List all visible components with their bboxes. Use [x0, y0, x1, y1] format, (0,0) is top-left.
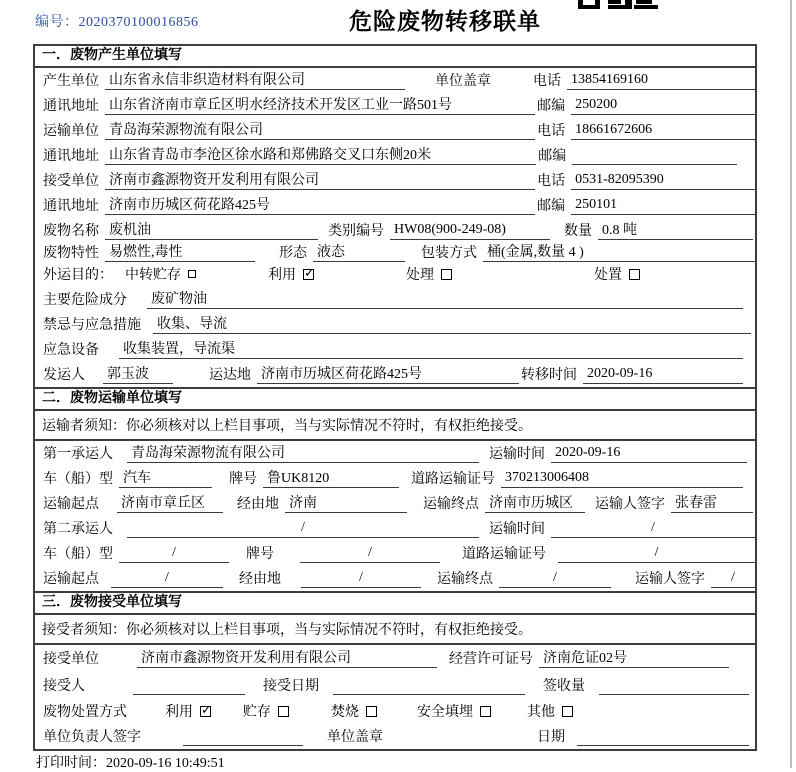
plate-number-label: 牌号	[229, 472, 257, 487]
checkbox-utilize	[303, 269, 314, 280]
license-value: 济南危证02号	[539, 647, 729, 668]
purpose-option-transit	[125, 264, 196, 284]
receiver-notice-label: 接受者须知：	[42, 623, 126, 638]
road-permit-2-label: 道路运输证号	[462, 547, 546, 562]
receive-address-label: 通讯地址	[43, 199, 99, 214]
disposal-option-other	[527, 701, 573, 721]
dispatcher-value: 郭玉波	[103, 363, 173, 384]
transport-time-2-value: /	[551, 520, 755, 538]
form-number-label: 编号：	[35, 15, 79, 30]
page-edge-divider	[790, 0, 792, 768]
destination-label: 运达地	[209, 368, 251, 383]
destination-value: 济南市历城区荷花路425号	[257, 363, 519, 384]
route-via-2-value: /	[301, 570, 421, 588]
transfer-time-label: 转移时间	[521, 368, 577, 383]
quantity-value: 0.8 吨	[598, 219, 753, 240]
purpose-option-label: 利用	[268, 268, 296, 283]
transfer-purpose-label: 外运目的：	[43, 268, 113, 283]
purpose-option-dispose	[594, 264, 640, 284]
producer-zip-value: 250200	[571, 97, 755, 115]
row-transfer-purpose	[35, 265, 755, 287]
purpose-option-treat	[406, 264, 452, 284]
row-vehicle-type-2	[35, 541, 755, 566]
transporter-sign-2-value: /	[711, 570, 755, 588]
checkbox-disposal-store	[278, 706, 289, 717]
purpose-option-label: 处置	[594, 268, 622, 283]
row-hazard-component	[35, 287, 755, 312]
transport-phone-label: 电话	[537, 124, 566, 139]
row-transport-address	[35, 143, 755, 168]
transport-phone-value: 18661672606	[571, 122, 755, 140]
route-end-2-value: /	[499, 570, 611, 588]
print-time-label: 打印时间：	[36, 756, 106, 771]
road-permit-2-value: /	[558, 545, 755, 563]
disposal-option-store	[243, 701, 289, 721]
row-responsible-sign	[35, 724, 755, 749]
category-code-value: HW08(900-249-08)	[390, 222, 550, 240]
receive-unit-value: 济南市鑫源物资开发利用有限公司	[105, 169, 535, 190]
checkbox-disposal-landfill	[480, 706, 491, 717]
vehicle-type-2-value: /	[119, 545, 229, 563]
section-transport-header: 二．废物运输单位填写	[35, 387, 755, 411]
hazard-component-value: 废矿物油	[147, 288, 743, 309]
print-time	[36, 752, 225, 772]
receive-zip-label: 邮编	[537, 199, 566, 214]
checkbox-treat	[441, 269, 452, 280]
first-carrier-label: 第一承运人	[43, 447, 113, 462]
disposal-option-label: 其他	[527, 705, 555, 720]
disposal-option-incinerate	[331, 701, 377, 721]
disposal-option-label: 贮存	[243, 705, 271, 720]
row-waste-name	[35, 218, 755, 243]
quantity-label: 数量	[564, 224, 592, 239]
road-permit-label: 道路运输证号	[411, 472, 495, 487]
category-code-label: 类别编号	[328, 224, 384, 239]
transporter-sign-2-label: 运输人签字	[635, 572, 705, 587]
acceptor-value	[133, 677, 245, 695]
transport-unit-label: 运输单位	[43, 124, 99, 139]
row-producer-unit	[35, 68, 755, 93]
accept-unit-label: 接受单位	[43, 652, 99, 667]
transport-time-value: 2020-09-16	[551, 445, 747, 463]
purpose-option-label: 处理	[406, 268, 434, 283]
accept-date-value	[333, 677, 525, 695]
checkbox-disposal-incinerate	[366, 706, 377, 717]
section-receiver-header: 三．废物接受单位填写	[35, 591, 755, 615]
license-label: 经营许可证号	[449, 652, 533, 667]
qr-block	[625, 0, 632, 9]
row-transporter-notice	[35, 411, 755, 441]
row-route-2	[35, 566, 755, 591]
taboo-measures-label: 禁忌与应急措施	[43, 318, 141, 333]
route-start-value: 济南市章丘区	[117, 492, 223, 513]
route-end-value: 济南市历城区	[485, 492, 585, 513]
row-acceptor	[35, 671, 755, 698]
disposal-option-label: 利用	[165, 705, 193, 720]
producer-address-value: 山东省济南市章丘区明水经济技术开发区工业一路501号	[105, 94, 535, 115]
transport-time-label: 运输时间	[489, 447, 545, 462]
receiver-notice-text: 你必须核对以上栏目事项，当与实际情况不符时，有权拒绝接受。	[126, 623, 532, 638]
receive-phone-label: 电话	[537, 174, 566, 189]
sign-date-label: 日期	[537, 730, 565, 745]
producer-unit-value: 山东省永信非织造材料有限公司	[105, 69, 405, 90]
producer-phone-label: 电话	[533, 74, 561, 89]
row-receiver-notice	[35, 615, 755, 645]
disposal-option-label: 安全填埋	[417, 705, 473, 720]
receive-unit-label: 接受单位	[43, 174, 99, 189]
vehicle-type-2-label: 车（船）型	[43, 547, 113, 562]
qr-block	[634, 5, 658, 9]
dispatcher-label: 发运人	[43, 368, 85, 383]
transport-address-value: 山东省青岛市李沧区徐水路和郑佛路交叉口东侧20米	[105, 144, 536, 165]
transfer-time-value: 2020-09-16	[583, 366, 743, 384]
row-second-carrier	[35, 516, 755, 541]
hazard-component-label: 主要危险成分	[43, 293, 127, 308]
purpose-option-label: 中转贮存	[125, 268, 181, 283]
route-via-label: 经由地	[237, 497, 279, 512]
transport-time-2-label: 运输时间	[489, 522, 545, 537]
qr-code-fragment	[578, 0, 660, 9]
unit-seal-label: 单位盖章	[435, 74, 491, 89]
packing-label: 包装方式	[421, 246, 477, 261]
second-carrier-label: 第二承运人	[43, 522, 113, 537]
route-start-label: 运输起点	[43, 497, 99, 512]
disposal-option-label: 焚烧	[331, 705, 359, 720]
producer-zip-label: 邮编	[537, 99, 566, 114]
row-emergency-equipment	[35, 337, 755, 362]
emergency-equipment-label: 应急设备	[43, 343, 99, 358]
section-producer-header: 一．废物产生单位填写	[35, 46, 755, 68]
qr-block	[636, 0, 652, 4]
road-permit-value: 370213006408	[501, 470, 743, 488]
checkbox-transit	[188, 270, 196, 278]
row-producer-address	[35, 93, 755, 118]
route-start-2-value: /	[111, 570, 223, 588]
print-time-value: 2020-09-16 10:49:51	[106, 756, 225, 771]
receive-zip-value: 250101	[571, 197, 755, 215]
row-accept-unit	[35, 645, 755, 671]
manifest-form-table	[33, 44, 757, 751]
route-start-2-label: 运输起点	[43, 572, 99, 587]
producer-unit-label: 产生单位	[43, 74, 99, 89]
row-vehicle-type-1	[35, 466, 755, 491]
row-waste-property	[35, 243, 755, 265]
producer-address-label: 通讯地址	[43, 99, 99, 114]
row-disposal-method	[35, 698, 755, 724]
form-state-value: 液态	[313, 241, 405, 262]
disposal-method-label: 废物处置方式	[43, 705, 127, 720]
checkbox-disposal-utilize	[200, 706, 211, 717]
producer-phone-value: 13854169160	[567, 72, 755, 90]
plate-number-value: 鲁UK8120	[263, 467, 399, 488]
responsible-sign-value	[183, 728, 303, 746]
waste-name-label: 废物名称	[43, 224, 99, 239]
form-state-label: 形态	[279, 246, 307, 261]
plate-number-2-value: /	[300, 545, 440, 563]
taboo-measures-value: 收集、导流	[153, 313, 751, 334]
transporter-notice-label: 运输者须知：	[42, 419, 126, 434]
transporter-sign-label: 运输人签字	[595, 497, 665, 512]
transport-zip-value	[572, 147, 737, 165]
transporter-notice-text: 你必须核对以上栏目事项，当与实际情况不符时，有权拒绝接受。	[126, 419, 532, 434]
form-number-value: 2020370100016856	[78, 15, 199, 30]
row-first-carrier	[35, 441, 755, 466]
row-receive-unit	[35, 168, 755, 193]
route-end-2-label: 运输终点	[437, 572, 493, 587]
transport-unit-value: 青岛海荣源物流有限公司	[105, 119, 535, 140]
disposal-option-landfill	[417, 701, 491, 721]
emergency-equipment-value: 收集装置，导流渠	[119, 338, 743, 359]
route-via-2-label: 经由地	[239, 572, 281, 587]
row-dispatcher	[35, 362, 755, 387]
route-end-label: 运输终点	[423, 497, 479, 512]
vehicle-type-value: 汽车	[119, 467, 212, 488]
qr-block	[608, 0, 621, 4]
transport-zip-label: 邮编	[538, 149, 567, 164]
row-taboo-measures	[35, 312, 755, 337]
disposal-option-utilize	[165, 701, 211, 721]
accept-date-label: 接受日期	[263, 679, 319, 694]
purpose-option-utilize	[268, 264, 314, 284]
sign-date-value	[577, 728, 749, 746]
accept-unit-value: 济南市鑫源物资开发利用有限公司	[137, 647, 437, 668]
checkbox-disposal-other	[562, 706, 573, 717]
transporter-sign-value: 张春雷	[671, 492, 753, 513]
unit-seal-2-label: 单位盖章	[327, 730, 383, 745]
row-transport-unit	[35, 118, 755, 143]
waste-property-label: 废物特性	[43, 246, 99, 261]
packing-value: 桶(金属,数量 4 )	[483, 241, 755, 262]
receive-address-value: 济南市历城区荷花路425号	[105, 194, 535, 215]
checkbox-dispose	[629, 269, 640, 280]
waste-name-value: 废机油	[105, 219, 318, 240]
page-title: 危险废物转移联单	[349, 9, 541, 34]
row-route-1	[35, 491, 755, 516]
receipt-qty-value	[599, 677, 749, 695]
acceptor-label: 接受人	[43, 679, 85, 694]
receipt-qty-label: 签收量	[543, 679, 585, 694]
second-carrier-value: /	[127, 520, 479, 538]
waste-property-value: 易燃性,毒性	[105, 241, 255, 262]
responsible-sign-label: 单位负责人签字	[43, 730, 141, 745]
vehicle-type-label: 车（船）型	[43, 472, 113, 487]
qr-block	[578, 0, 600, 9]
receive-phone-value: 0531-82095390	[571, 172, 755, 190]
row-receive-address	[35, 193, 755, 218]
transport-address-label: 通讯地址	[43, 149, 99, 164]
route-via-value: 济南	[285, 492, 407, 513]
plate-number-2-label: 牌号	[246, 547, 274, 562]
first-carrier-value: 青岛海荣源物流有限公司	[127, 442, 479, 463]
